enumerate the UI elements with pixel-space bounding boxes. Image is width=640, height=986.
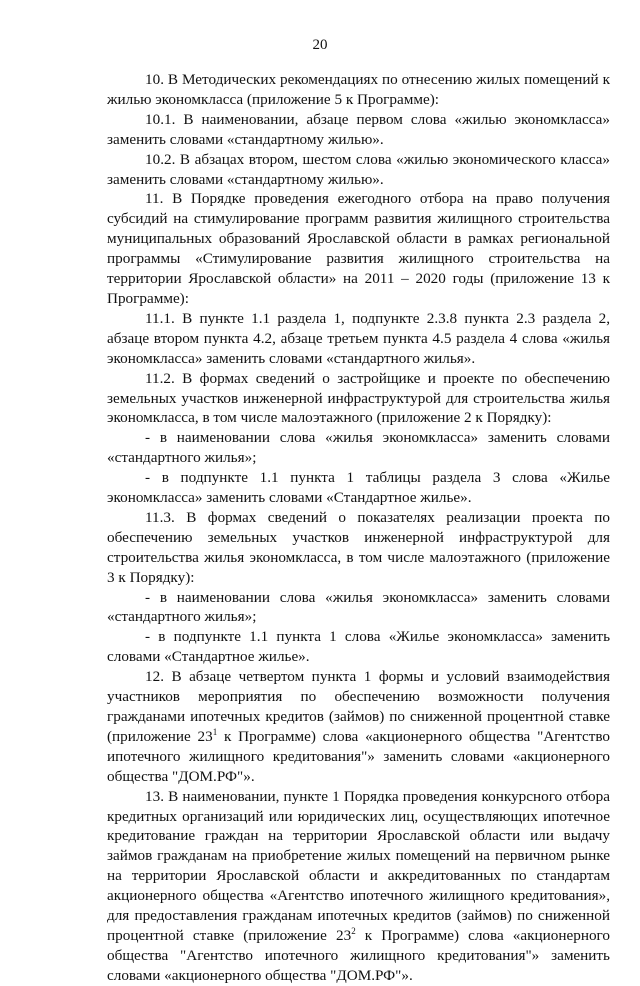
paragraph-10-1: 10.1. В наименовании, абзаце первом слова «жилью экономкласса» заменить словами «стандартному жилью». xyxy=(107,110,610,148)
superscript-1: 1 xyxy=(212,726,218,737)
paragraph-10: 10. В Методических рекомендациях по отнесению жилых помещений к жилью экономкласса (приложение 5 к Программе): xyxy=(107,71,610,108)
paragraph-13-text-a: 13. В наименовании, пункте 1 Порядка проведения конкурсного отбора кредитных организаций или юридических лиц, осуществляющих ипотечное кредитование граждан на территории Ярославской области или выдачу займов гражданам на приобретение жилых помещений на первичном рынке на территории Ярославской области и аккредитованных по стандартам акционерного общества «Агентство ипотечного жилищного кредитования», для предоставления гражданам ипотечных кредитов (займов) по сниженной процентной ставке (приложение 23 xyxy=(107,787,610,944)
paragraph-11-2-item-1: - в наименовании слова «жилья экономкласса» заменить словами «стандартного жилья»; xyxy=(107,429,610,467)
paragraph-11: 11. В Порядке проведения ежегодного отбора на право получения субсидий на стимулирование программ развития жилищного строительства муниципальных образований Ярославской области в рамках региональной программы «Стимулирование развития жилищного строительства на территории Ярославской области» на 2011 – 2020 годы (приложение 13 к Программе): xyxy=(107,190,610,307)
paragraph-12-text-a: 12. В абзаце четвертом пункта 1 формы и условий взаимодействия участников мероприятия по обеспечению возможности получения гражданами ипотечных кредитов (займов) по сниженной процентной ставке (приложение 23 xyxy=(107,668,610,745)
paragraph-10-2: 10.2. В абзацах втором, шестом слова «жилью экономического класса» заменить словами «стандартному жилью». xyxy=(107,150,610,188)
paragraph-11-1: 11.1. В пункте 1.1 раздела 1, подпункте 2.3.8 пункта 2.3 раздела 2, абзаце втором пункта 4.2, абзаце третьем пункта 4.5 раздела 4 слова «жилья экономкласса» заменить словами «стандартного жилья». xyxy=(107,309,610,367)
paragraph-11-3-item-1: - в наименовании слова «жилья экономкласса» заменить словами «стандартного жилья»; xyxy=(107,588,610,626)
paragraph-11-2: 11.2. В формах сведений о застройщике и проекте по обеспечению земельных участков инженерной инфраструктурой для строительства жилья экономкласса, в том числе малоэтажного (приложение 2 к Порядку): xyxy=(107,369,610,427)
paragraph-11-3-item-2: - в подпункте 1.1 пункта 1 слова «Жилье экономкласса» заменить словами «Стандартное жилье». xyxy=(107,628,610,666)
document-body xyxy=(107,70,610,986)
paragraph-13 xyxy=(107,787,610,986)
superscript-2: 2 xyxy=(351,925,356,936)
paragraph-13-text-b: к Программе) слова «акционерного общества "Агентство ипотечного жилищного кредитования"» заменить словами «акционерного общества "ДОМ.РФ"». xyxy=(107,926,610,984)
paragraph-12 xyxy=(107,667,610,786)
page-number: 20 xyxy=(312,37,328,53)
paragraph-12-text-b: к Программе) слова «акционерного общества "Агентство ипотечного жилищного кредитования"» заменить словами «акционерного общества "ДОМ.РФ"». xyxy=(107,727,610,785)
paragraph-11-3: 11.3. В формах сведений о показателях реализации проекта по обеспечению земельных участков инженерной инфраструктурой для строительства жилья экономкласса, в том числе малоэтажного (приложение 3 к Порядку): xyxy=(107,508,610,586)
paragraph-11-2-item-2: - в подпункте 1.1 пункта 1 таблицы раздела 3 слова «Жилье экономкласса» заменить словами «Стандартное жилье». xyxy=(107,469,610,507)
